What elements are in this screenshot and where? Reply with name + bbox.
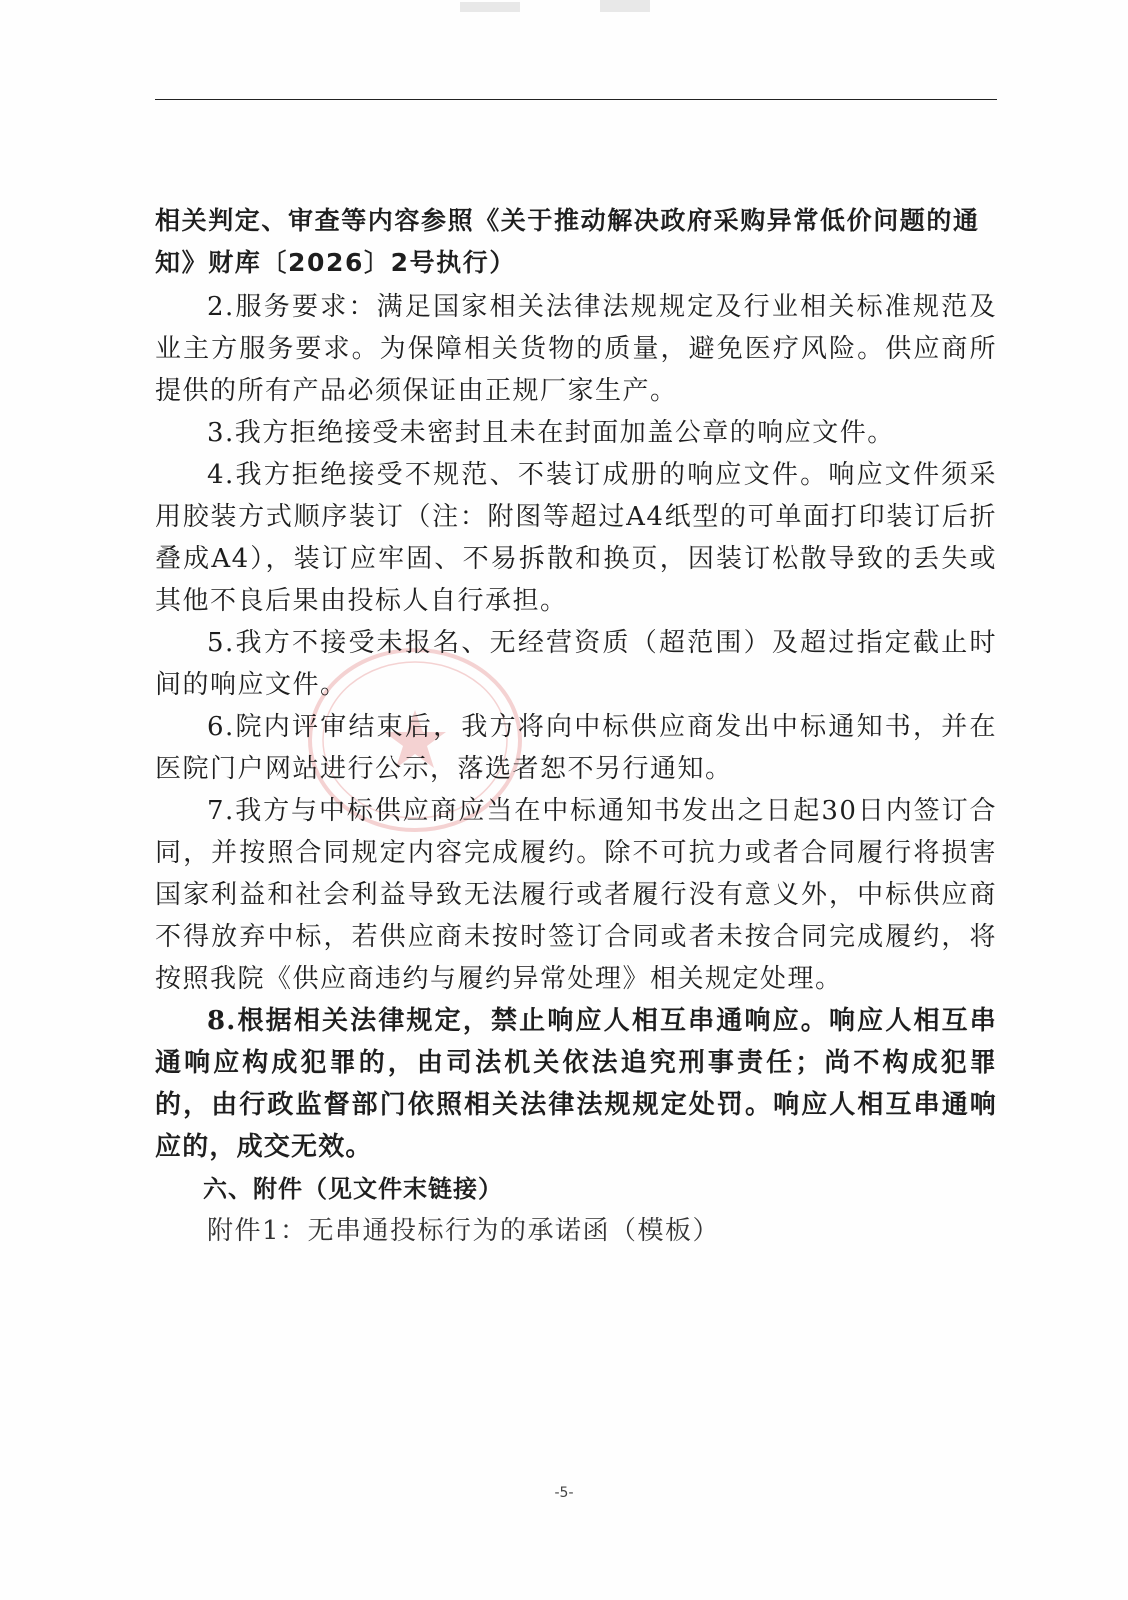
item-2-paragraph: 2.服务要求：满足国家相关法律法规规定及行业相关标准规范及业主方服务要求。为保障相关货物的质量，避免医疗风险。供应商所提供的所有产品必须保证由正规厂家生产。	[155, 292, 997, 406]
header-rule	[155, 99, 997, 100]
page-number: -5-	[554, 1485, 574, 1501]
section-heading-attachments: 六、附件（见文件末链接）	[203, 1175, 503, 1203]
item-5-paragraph: 5.我方不接受未报名、无经营资质（超范围）及超过指定截止时间的响应文件。	[155, 628, 997, 700]
item-7-paragraph: 7.我方与中标供应商应当在中标通知书发出之日起30日内签订合同，并按照合同规定内容完成履约。除不可抗力或者合同履行将损害国家利益和社会利益导致无法履行或者履行没有意义外，中标供应商不得放弃中标，若供应商未按时签订合同或者未按合同完成履约，将按照我院《供应商违约与履约异常处理》相关规定处理。	[155, 796, 997, 994]
document-body	[155, 200, 997, 1252]
attachment-1-link[interactable]: 附件1：无串通投标行为的承诺函（模板）	[207, 1216, 721, 1246]
scan-artifact-top	[460, 0, 660, 18]
item-3-paragraph: 3.我方拒绝接受未密封且未在封面加盖公章的响应文件。	[207, 418, 895, 448]
item-6-paragraph: 6.院内评审结束后，我方将向中标供应商发出中标通知书，并在医院门户网站进行公示，落选者恕不另行通知。	[155, 712, 997, 784]
continuation-paragraph: 相关判定、审查等内容参照《关于推动解决政府采购异常低价问题的通知》财库〔2026〕2号执行）	[155, 206, 980, 277]
item-4-paragraph: 4.我方拒绝接受不规范、不装订成册的响应文件。响应文件须采用胶装方式顺序装订（注：附图等超过A4纸型的可单面打印装订后折叠成A4），装订应牢固、不易拆散和换页，因装订松散导致的丢失或其他不良后果由投标人自行承担。	[155, 460, 997, 616]
item-8-paragraph: 8.根据相关法律规定，禁止响应人相互串通响应。响应人相互串通响应构成犯罪的，由司法机关依法追究刑事责任；尚不构成犯罪的，由行政监督部门依照相关法律法规规定处罚。响应人相互串通响应的，成交无效。	[155, 1006, 997, 1162]
